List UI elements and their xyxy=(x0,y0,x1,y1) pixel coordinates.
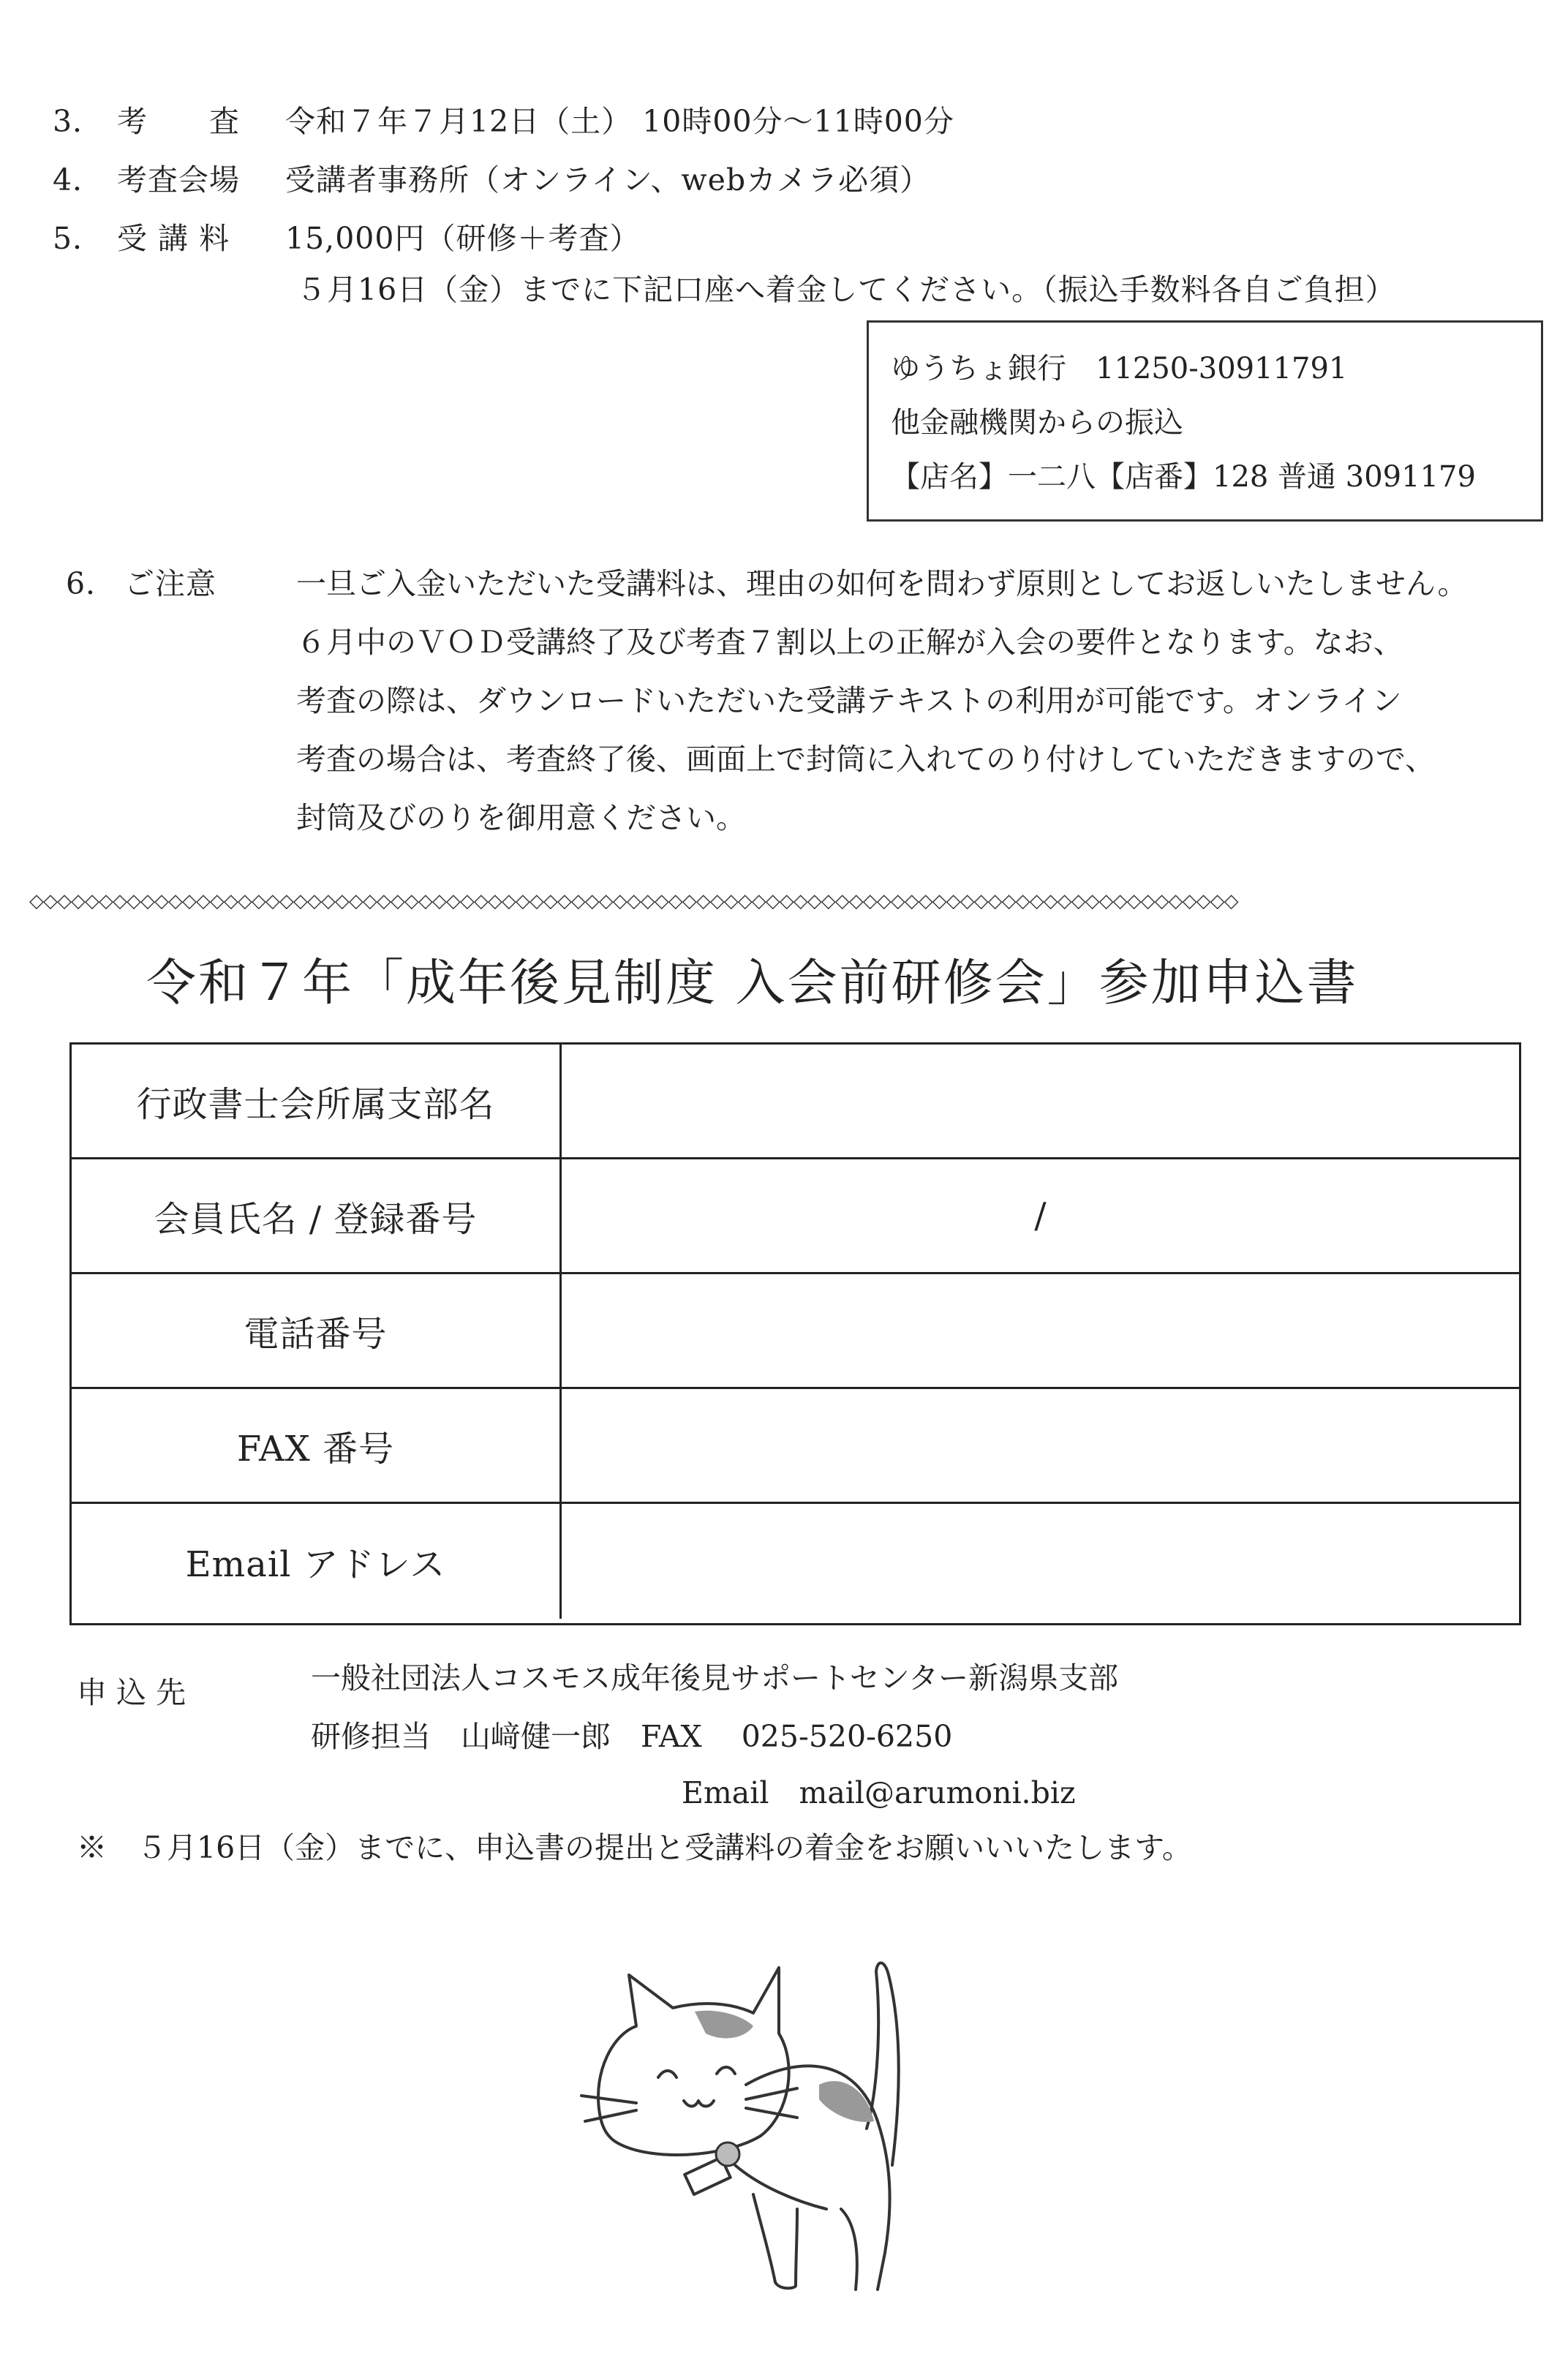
item-4-label: 考査会場 xyxy=(117,162,240,197)
bank-line-1: ゆうちょ銀行 11250-30911791 xyxy=(891,352,1348,385)
branch-name-field[interactable] xyxy=(562,1045,1519,1157)
notice-label: ご注意 xyxy=(124,566,216,601)
bank-line-3: 【店名】一二八【店番】128 普通 3091179 xyxy=(891,460,1476,494)
form-label-phone: 電話番号 xyxy=(72,1274,562,1387)
notice-line: 一旦ご入金いただいた受講料は、理由の如何を問わず原則としてお返しいたしません。 xyxy=(296,566,1468,601)
cat-illustration xyxy=(578,1946,958,2297)
item-5-value: 15,000円（研修＋考査） xyxy=(285,221,641,256)
form-label-member: 会員氏名 / 登録番号 xyxy=(72,1159,562,1272)
item-5-number: 5． xyxy=(53,221,104,256)
form-row-member xyxy=(72,1159,1519,1274)
form-row-phone xyxy=(72,1274,1519,1389)
deadline-footnote: ※ ５月16日（金）までに、申込書の提出と受講料の着金をお願いいいたします。 xyxy=(77,1830,1192,1865)
contact-organization: 一般社団法人コスモス成年後見サポートセンター新潟県支部 xyxy=(311,1660,1119,1696)
item-3-label: 考 査 xyxy=(117,104,240,139)
bank-line-2: 他金融機関からの振込 xyxy=(891,406,1183,440)
email-field[interactable] xyxy=(562,1504,1519,1619)
fee-note: ５月16日（金）までに下記口座へ着金してください。（振込手数料各自ご負担） xyxy=(296,272,1396,307)
form-title: 令和７年「成年後見制度 入会前研修会」参加申込書 xyxy=(146,955,1359,1012)
member-name-number-field[interactable]: / xyxy=(1034,1195,1047,1236)
form-label-fax: FAX 番号 xyxy=(72,1389,562,1502)
bank-account-box xyxy=(867,320,1543,522)
form-row-email xyxy=(72,1504,1519,1619)
item-3-number: 3． xyxy=(53,104,104,139)
phone-field[interactable] xyxy=(562,1274,1519,1387)
notice-body xyxy=(296,554,1554,847)
fax-field[interactable] xyxy=(562,1389,1519,1502)
form-row-fax xyxy=(72,1389,1519,1504)
form-label-branch: 行政書士会所属支部名 xyxy=(72,1045,562,1157)
diamond-divider: ◇◇◇◇◇◇◇◇◇◇◇◇◇◇◇◇◇◇◇◇◇◇◇◇◇◇◇◇◇◇◇◇◇◇◇◇◇◇◇◇◇◇◇◇◇◇◇◇◇◇◇◇◇◇◇◇◇◇◇◇◇◇◇◇◇◇◇◇◇◇◇◇◇◇◇◇◇◇◇◇◇◇◇◇◇◇◇ xyxy=(29,890,1238,912)
notice-number: 6． xyxy=(66,566,117,601)
notice-line: 考査の際は、ダウンロードいただいた受講テキストの利用が可能です。オンライン xyxy=(296,683,1402,718)
item-4-number: 4． xyxy=(53,162,104,197)
notice-line: 封筒及びのりを御用意ください。 xyxy=(296,800,746,835)
item-4-value: 受講者事務所（オンライン、webカメラ必須） xyxy=(285,162,931,197)
notice-line: 考査の場合は、考査終了後、画面上で封筒に入れてのり付けしていただきますので、 xyxy=(296,742,1436,777)
form-row-branch xyxy=(72,1045,1519,1159)
form-label-email: Email アドレス xyxy=(72,1504,562,1619)
item-5-label: 受 講 料 xyxy=(117,221,230,256)
item-3-value: 令和７年７月12日（土） 10時00分～11時00分 xyxy=(285,104,954,139)
contact-person: 研修担当 山﨑健一郎 FAX 025-520-6250 xyxy=(311,1719,953,1754)
notice-line: ６月中のＶＯＤ受講終了及び考査７割以上の正解が入会の要件となります。なお、 xyxy=(296,625,1403,660)
contact-email: Email mail@arumoni.biz xyxy=(682,1775,1076,1810)
contact-label: 申 込 先 xyxy=(77,1675,186,1710)
application-form-table xyxy=(69,1042,1521,1625)
